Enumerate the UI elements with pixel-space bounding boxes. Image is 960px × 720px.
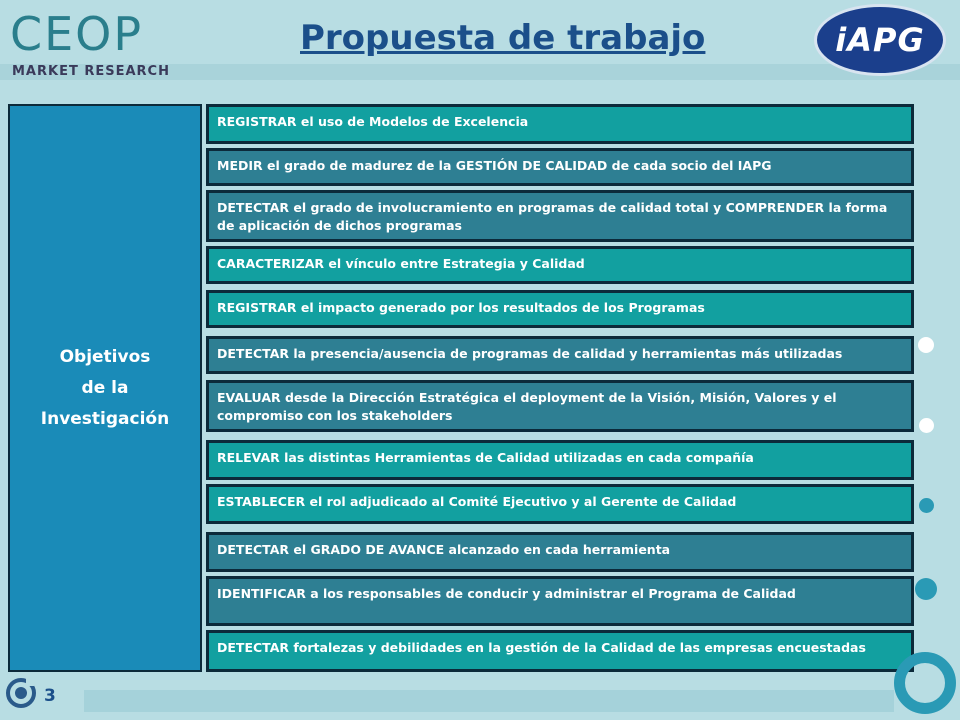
objective-item: DETECTAR el GRADO DE AVANCE alcanzado en cada herramienta — [206, 532, 914, 572]
objective-item: EVALUAR desde la Dirección Estratégica el deployment de la Visión, Misión, Valores y el compromiso con los stakeholders — [206, 380, 914, 432]
ceop-logo-subtitle: MARKET RESEARCH — [12, 64, 170, 79]
objectives-label — [41, 342, 169, 435]
objective-item: CARACTERIZAR el vínculo entre Estrategia y Calidad — [206, 246, 914, 284]
objectives-label-line1: Objetivos — [59, 346, 151, 367]
decorative-dot — [918, 337, 934, 353]
objective-item: MEDIR el grado de madurez de la GESTIÓN DE CALIDAD de cada socio del IAPG — [206, 148, 914, 186]
decorative-dot — [919, 498, 934, 513]
objectives-label-line2: de la — [81, 377, 129, 398]
footer-bar — [84, 690, 894, 712]
ceop-logo-wordmark: CEOP — [10, 7, 144, 61]
objective-item: REGISTRAR el uso de Modelos de Excelencia — [206, 104, 914, 144]
objective-item: DETECTAR fortalezas y debilidades en la gestión de la Calidad de las empresas encuestadas — [206, 630, 914, 672]
objective-item: DETECTAR el grado de involucramiento en programas de calidad total y COMPRENDER la forma de aplicación de dichos programas — [206, 190, 914, 242]
objectives-label-line3: Investigación — [40, 408, 170, 429]
iapg-logo — [814, 4, 946, 76]
decorative-ring — [894, 652, 956, 714]
ceop-logo — [10, 7, 170, 82]
ceop-emblem-icon — [4, 676, 38, 710]
iapg-logo-text: iAPG — [835, 21, 925, 59]
page-title: Propuesta de trabajo — [300, 18, 706, 58]
objective-item: RELEVAR las distintas Herramientas de Calidad utilizadas en cada compañía — [206, 440, 914, 480]
objective-item: ESTABLECER el rol adjudicado al Comité Ejecutivo y al Gerente de Calidad — [206, 484, 914, 524]
decorative-dot — [915, 578, 937, 600]
objective-item: IDENTIFICAR a los responsables de conducir y administrar el Programa de Calidad — [206, 576, 914, 626]
page-number: 3 — [44, 686, 56, 706]
decorative-dot — [919, 418, 934, 433]
objectives-label-panel — [8, 104, 202, 672]
objective-item: REGISTRAR el impacto generado por los resultados de los Programas — [206, 290, 914, 328]
objective-item: DETECTAR la presencia/ausencia de programas de calidad y herramientas más utilizadas — [206, 336, 914, 374]
